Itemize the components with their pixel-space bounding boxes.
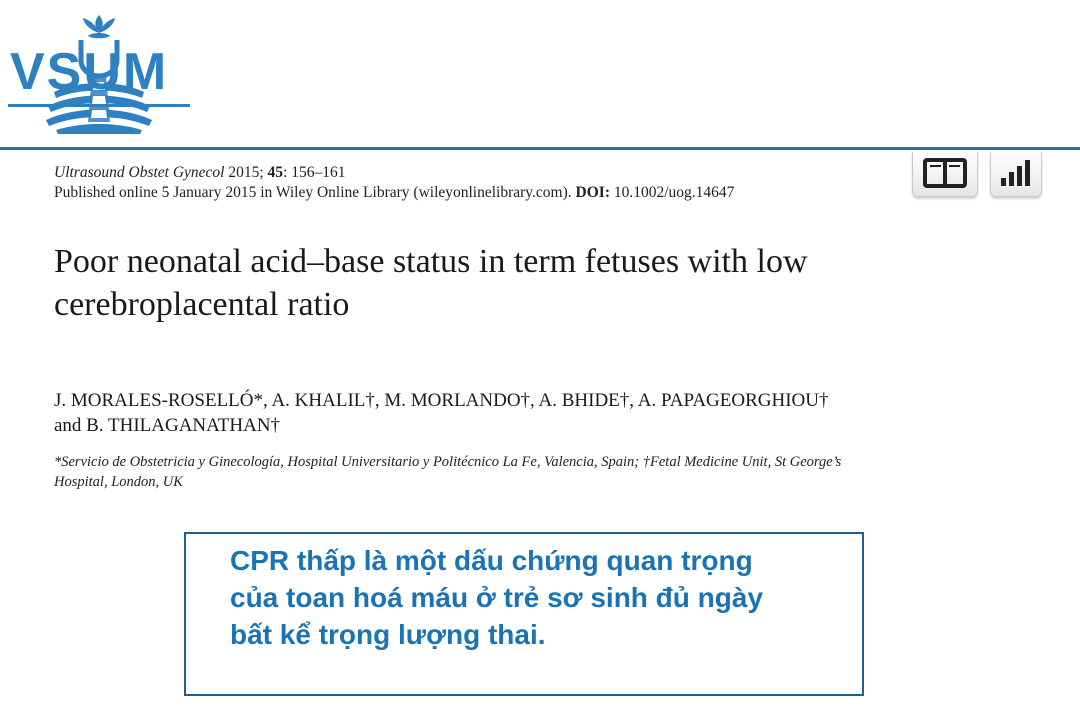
- publication-line: [54, 183, 734, 203]
- metrics-button[interactable]: [990, 152, 1042, 197]
- journal-year: 2015;: [224, 164, 268, 181]
- authors-line-1: J. MORALES-ROSELLÓ*, A. KHALIL†, M. MORLANDO†, A. BHIDE†, A. PAPAGEORGHIOU†: [54, 390, 829, 411]
- journal-pages: : 156–161: [283, 164, 346, 181]
- callout-line-1: CPR thấp là một dấu chứng quan trọng: [230, 545, 753, 576]
- open-book-icon: [913, 152, 977, 196]
- journal-volume: 45: [267, 164, 284, 181]
- authors-line-2: and B. THILAGANATHAN†: [54, 415, 281, 436]
- journal-name: Ultrasound Obstet Gynecol: [54, 164, 225, 181]
- callout-line-3: bất kể trọng lượng thai.: [230, 619, 546, 650]
- citation-line: [54, 163, 734, 183]
- affiliation-line-1: *Servicio de Obstetricia y Ginecología, Hospital Universitario y Politécnico La Fe, Valencia, Spain; †Fetal Medicine Unit, St George’s: [54, 454, 842, 470]
- doi-label: DOI:: [575, 184, 610, 201]
- logo-text: VSUM: [10, 43, 169, 101]
- bar-chart-icon: [991, 152, 1041, 196]
- affiliation-line-2: Hospital, London, UK: [54, 474, 183, 490]
- published-info: Published online 5 January 2015 in Wiley Online Library (wileyonlinelibrary.com).: [54, 184, 576, 201]
- doi-value[interactable]: 10.1002/uog.14647: [609, 184, 735, 201]
- vsum-logo: [8, 12, 190, 134]
- callout-text: [230, 542, 850, 653]
- article-title: [54, 240, 1034, 326]
- author-list: [54, 388, 1054, 438]
- callout-line-2: của toan hoá máu ở trẻ sơ sinh đủ ngày: [230, 582, 764, 613]
- title-line-1: Poor neonatal acid–base status in term fetuses with low: [54, 243, 808, 280]
- summary-callout-box: [184, 532, 864, 696]
- header-divider: [0, 147, 1080, 150]
- journal-citation: [54, 163, 734, 203]
- open-book-button[interactable]: [912, 152, 978, 197]
- title-line-2: cerebroplacental ratio: [54, 286, 350, 323]
- affiliations: [54, 452, 1044, 492]
